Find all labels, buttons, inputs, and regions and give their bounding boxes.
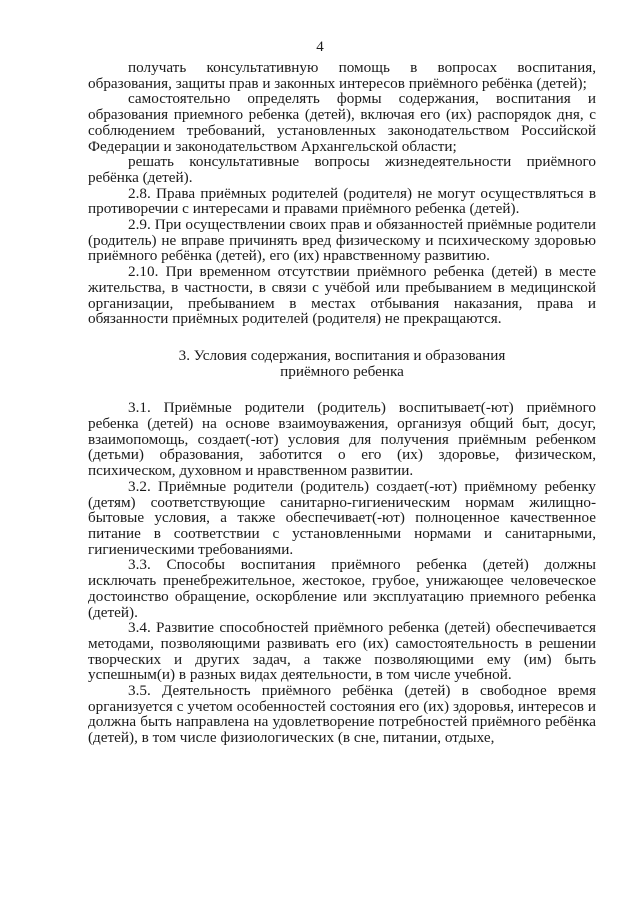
- paragraph-3-3: 3.3. Способы воспитания приёмного ребенка (детей) должны исключать пренебрежительное, жестокое, грубое, унижающее человеческое достоинство обращение, оскорбление или эксплуатацию приемного ребенка (детей).: [88, 556, 596, 621]
- paragraph-forms: самостоятельно определять формы содержания, воспитания и образования приемного ребенка (детей), включая его (их) распорядок дня, с соблюдением требований, установленных законодательством Российской Федерации и законодательством Архангельской области;: [88, 90, 596, 155]
- section-3-heading-line-2: приёмного ребенка: [280, 362, 404, 380]
- paragraph-2-9: 2.9. При осуществлении своих прав и обязанностей приёмные родители (родитель) не вправе причинять вред физическому и психическому здоровью приёмного ребёнка (детей), его (их) нравственному развитию.: [88, 216, 596, 265]
- paragraph-2-8: 2.8. Права приёмных родителей (родителя) не могут осуществляться в противоречии с интересами и правами приёмного ребенка (детей).: [88, 184, 596, 218]
- document-body: [88, 60, 596, 746]
- section-3-heading: [88, 348, 596, 379]
- page-number: 4: [316, 39, 324, 55]
- paragraph-consult-cont: получать консультативную помощь в вопросах воспитания, образования, защиты прав и законных интересов приёмного ребёнка (детей);: [88, 59, 596, 92]
- section-2-continuation: [88, 60, 596, 327]
- paragraph-3-2: 3.2. Приёмные родители (родитель) создает(-ют) приёмному ребенку (детям) соответствующие санитарно-гигиеническим нормам жилищно-бытовые условия, а также обеспечивает(-ют) полноценное качественное питание в соответствии с установленными нормами и санитарными, гигиеническими требованиями.: [88, 477, 596, 558]
- section-3-heading-line-1: 3. Условия содержания, воспитания и образования: [178, 346, 506, 364]
- paragraph-resolve: решать консультативные вопросы жизнедеятельности приёмного ребёнка (детей).: [88, 153, 596, 186]
- paragraph-2-10: 2.10. При временном отсутствии приёмного ребенка (детей) в месте жительства, в частности, в связи с учёбой или пребыванием в медицинской организации, пребыванием в местах отбывания наказания, права и обязанности приёмных родителей (родителя) не прекращаются.: [88, 263, 596, 328]
- section-3-body: [88, 400, 596, 745]
- paragraph-3-4: 3.4. Развитие способностей приёмного ребенка (детей) обеспечивается методами, позволяющими развивать его (их) самостоятельность в решении творческих и других задач, а также позволяющими ему (им) быть успешным(и) в разных видах деятельности, в том числе учебной.: [88, 619, 596, 684]
- paragraph-3-1: 3.1. Приёмные родители (родитель) воспитывает(-ют) приёмного ребенка (детей) на основе взаимоуважения, организуя общий быт, досуг, взаимопомощь, создает(-ют) условия для получения приёмным ребенком (детьми) образования, заботится о его (их) здоровье, физическом, психическом, духовном и нравственном развитии.: [88, 399, 596, 480]
- paragraph-3-5: 3.5. Деятельность приёмного ребёнка (детей) в свободное время организуется с учетом особенностей состояния его (их) здоровья, интересов и должна быть направлена на удовлетворение потребностей приёмного ребёнка (детей), в том числе физиологических (в сне, питании, отдыхе,: [88, 682, 596, 747]
